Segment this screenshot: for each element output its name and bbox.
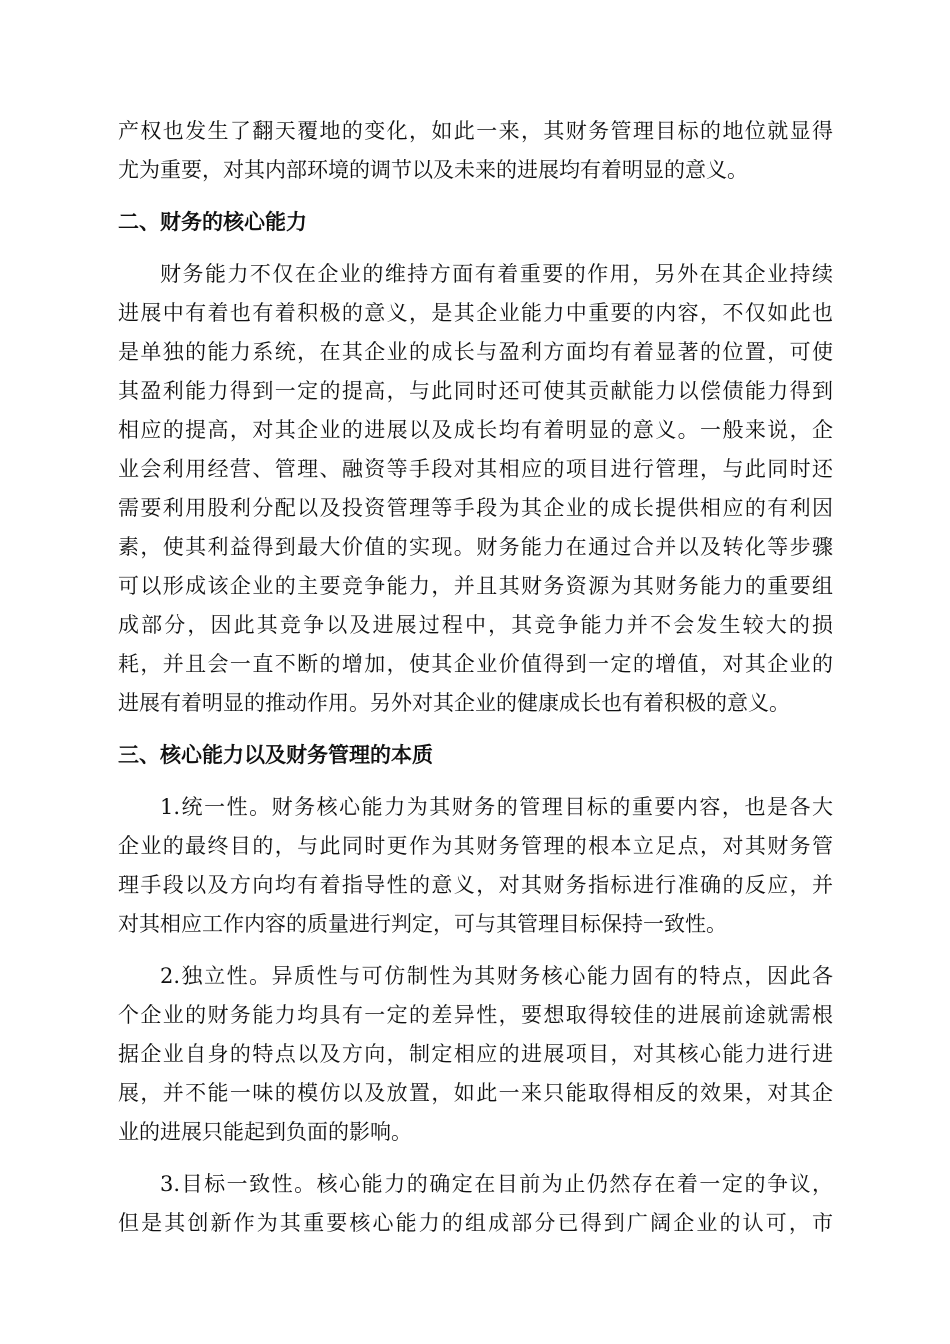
text-line: 个企业的财务能力均具有一定的差异性，要想取得较佳的进展前途就需根 [118,1003,833,1027]
text-line: 理手段以及方向均有着指导性的意义，对其财务指标进行准确的反应，并 [118,873,833,897]
text-line: 进展有着明显的推动作用。另外对其企业的健康成长也有着积极的意义。 [118,691,790,715]
text-line: 其盈利能力得到一定的提高，与此同时还可使其贡献能力以偿债能力得到 [118,379,833,403]
text-line: 财务能力不仅在企业的维持方面有着重要的作用，另外在其企业持续 [160,262,833,286]
text-line: 可以形成该企业的主要竞争能力，并且其财务资源为其财务能力的重要组 [118,574,833,598]
text-line: 进展中有着也有着积极的意义，是其企业能力中重要的内容，不仅如此也 [118,301,833,325]
text-line: 业的进展只能起到负面的影响。 [118,1120,412,1144]
text-line: 展，并不能一味的模仿以及放置，如此一来只能取得相反的效果，对其企 [118,1081,833,1105]
text-line: 耗，并且会一直不断的增加，使其企业价值得到一定的增值，对其企业的 [118,652,833,676]
text-line: 企业的最终目的，与此同时更作为其财务管理的根本立足点，对其财务管 [118,834,833,858]
text-line: 据企业自身的特点以及方向，制定相应的进展项目，对其核心能力进行进 [118,1042,833,1066]
text-line: 3.目标一致性。核心能力的确定在目前为止仍然存在着一定的争议， [160,1172,833,1196]
text-line: 尤为重要，对其内部环境的调节以及未来的进展均有着明显的意义。 [118,158,748,182]
text-line: 产权也发生了翻天覆地的变化，如此一来，其财务管理目标的地位就显得 [118,119,833,143]
text-line: 相应的提高，对其企业的进展以及成长均有着明显的意义。一般来说，企 [118,418,833,442]
text-line: 是单独的能力系统，在其企业的成长与盈利方面均有着显著的位置，可使 [118,340,833,364]
text-line: 业会利用经营、管理、融资等手段对其相应的项目进行管理，与此同时还 [118,457,833,481]
text-line: 成部分，因此其竞争以及进展过程中，其竞争能力并不会发生较大的损 [118,613,833,637]
text-line: 2.独立性。异质性与可仿制性为其财务核心能力固有的特点，因此各 [160,964,833,988]
text-line: 需要利用股利分配以及投资管理等手段为其企业的成长提供相应的有利因 [118,496,833,520]
text-line: 素，使其利益得到最大价值的实现。财务能力在通过合并以及转化等步骤 [118,535,833,559]
text-line: 但是其创新作为其重要核心能力的组成部分已得到广阔企业的认可，市 [118,1211,833,1235]
text-line: 对其相应工作内容的质量进行判定，可与其管理目标保持一致性。 [118,912,727,936]
section-heading: 二、财务的核心能力 [118,210,307,234]
text-line: 1.统一性。财务核心能力为其财务的管理目标的重要内容，也是各大 [160,795,833,819]
section-heading: 三、核心能力以及财务管理的本质 [118,743,433,767]
